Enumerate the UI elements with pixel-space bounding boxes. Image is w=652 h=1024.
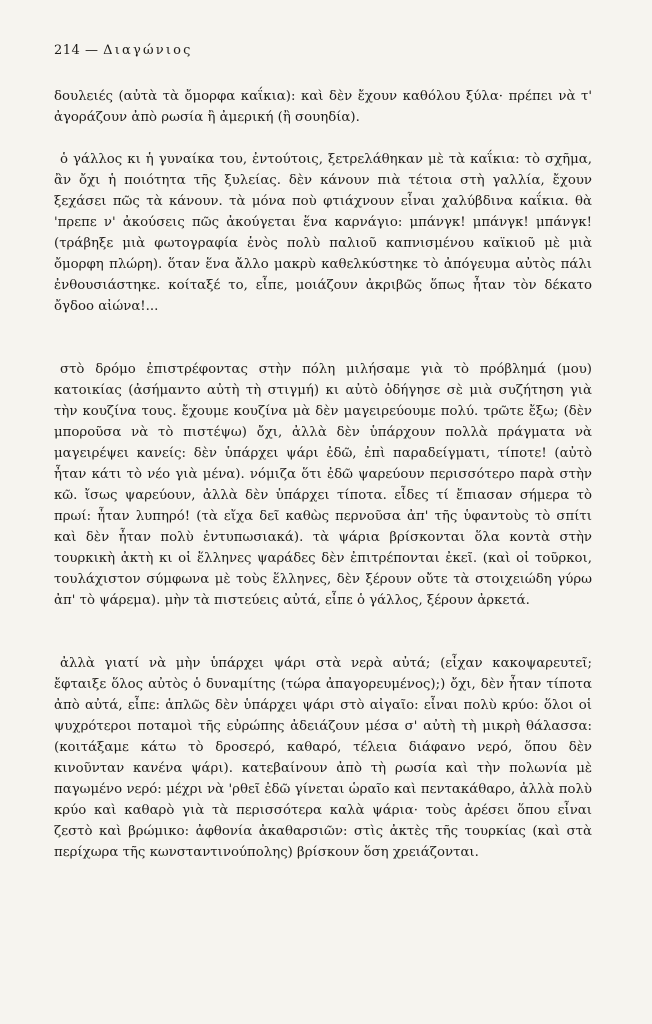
paragraph-4: ἀλλὰ γιατί νὰ μὴν ὑπάρχει ψάρι στὰ νερὰ αὐτά; (εἶχαν κακοψαρευτεῖ; ἔφταιξε ὅλος αὐτὸς ὁ δυναμίτης (τώρα ἀπαγορευμένος);) ὄχι, δὲν ἦταν τίποτα ἀπὸ αὐτά, εἶπε: ἁπλῶς δὲν ὑπάρχει ψάρι στὸ αἰγαῖο: εἶναι πολὺ κρύο: ὅλοι οἱ ψυχρότεροι ποταμοὶ τῆς εὐρώπης ἀδειάζουν μέσα σ' αὐτὴ τὴ μικρὴ θάλασσα: (κοιτάξαμε κάτω τὸ δροσερό, καθαρό, τέλεια διάφανο νερό, ὅπου δὲν κινοῦνταν κανένα ψάρι). κατεβαίνουν ἀπὸ τὴ ρωσία καὶ τὴν πολωνία μὲ παγωμένο νερό: μέχρι νὰ 'ρθεῖ ἐδῶ γίνεται ὡραῖο καὶ πεντακάθαρο, ἀλλὰ πολὺ κρύο καὶ καθαρὸ γιὰ τὰ περισσότερα καλὰ ψάρια· τοὺς ἀρέσει ὅπου εἶναι ζεστὸ καὶ βρώμικο: ἀφθονία ἀκαθαρσιῶν: στὶς ἀκτὲς τῆς τουρκίας (καὶ στὰ περίχωρα τῆς κωνσταντινούπολης) βρίσκουν ὅση χρειάζονται. (54, 656, 592, 860)
header-separator: — (84, 43, 99, 58)
paragraph-2: ὁ γάλλος κι ἡ γυναίκα του, ἐντούτοις, ξετρελάθηκαν μὲ τὰ καΐκια: τὸ σχῆμα, ἂν ὄχι ἡ ποιότητα τῆς ξυλείας. δὲν κάνουν πιὰ τέτοια στὴ γαλλία, ἔχουν ξεχάσει πῶς τὰ κάνουν. τὰ μόνα ποὺ φτιάχνουν εἶναι χαλύβδινα καΐκια. θὰ 'πρεπε ν' ἀκούσεις πῶς ἀκούγεται ἕνα καρνάγιο: μπάνγκ! μπάνγκ! μπάνγκ! (τράβηξε μιὰ φωτογραφία ἑνὸς πολὺ παλιοῦ καπνισμένου καϊκιοῦ μὲ μιὰ ὄμορφη πλώρη). ὅταν ἕνα ἄλλο μακρὺ καθελκύστηκε τὸ ἀπόγευμα αὐτὸς πάλι ἐνθουσιάστηκε. κοίταξέ το, εἶπε, μοιάζουν ἀκριβῶς ὅπως ἦταν τὸν δέκατο ὄγδοο αἰώνα!... (54, 152, 592, 314)
running-title: Διαγώνιος (103, 43, 193, 58)
paragraph-1: δουλειές (αὐτὰ τὰ ὄμορφα καΐκια): καὶ δὲν ἔχουν καθόλου ξύλα· πρέπει νὰ τ' ἀγοράζουν ἀπὸ ρωσία ἢ ἀμερική (ἢ σουηδία). (54, 89, 592, 125)
paragraph-3: στὸ δρόμο ἐπιστρέφοντας στὴν πόλη μιλήσαμε γιὰ τὸ πρόβλημά (μου) κατοικίας (ἀσήμαντο αὐτὴ τὴ στιγμή) κι αὐτὸ ὁδήγησε σὲ μιὰ συζήτηση γιὰ τὴν κουζίνα τους. ἔχουμε κουζίνα μὰ δὲν μαγειρεύουμε πολύ. τρῶτε ἔξω; (δὲν μποροῦσα νὰ τὸ πιστέψω) ὄχι, ἀλλὰ δὲν ὑπάρχουν πολλὰ πράγματα νὰ μαγειρέψει κανείς: δὲν ὑπάρχει ψάρι ἐδῶ, ἐπὶ παραδείγματι, τίποτε! (αὐτὸ ἦταν κάτι τὸ νέο γιὰ μένα). νόμιζα ὅτι ἐδῶ ψαρεύουν περισσότερο παρὰ στὴν κῶ. ἴσως ψαρεύουν, ἀλλὰ δὲν ὑπάρχει τίποτα. εἶδες τί ἔπιασαν σήμερα τὸ πρωί: ἦταν λυπηρό! (τὰ εἴχα δεῖ καθὼς περνοῦσα ἀπ' τῆς ὑφαντοὺς τὸ σπίτι καὶ δὲν ἦταν πολὺ ἐντυπωσιακά). τὰ ψάρια βρίσκονται ὅλα κοντὰ στὴν τουρκικὴ ἀκτὴ κι οἱ ἕλληνες ψαράδες δὲν ἐπιτρέπονται ἐκεῖ. (καὶ οἱ τοῦρκοι, τουλάχιστον σύμφωνα μὲ τοὺς ἕλληνες, δὲν ξέρουν οὔτε τὰ στοιχειώδη γύρω ἀπ' τὸ ψάρεμα). μὴν τὰ πιστεύεις αὐτά, εἶπε ὁ γάλλος, ξέρουν ἀρκετά. (54, 362, 592, 608)
page-number: 214 (54, 43, 81, 58)
running-header (54, 42, 592, 60)
